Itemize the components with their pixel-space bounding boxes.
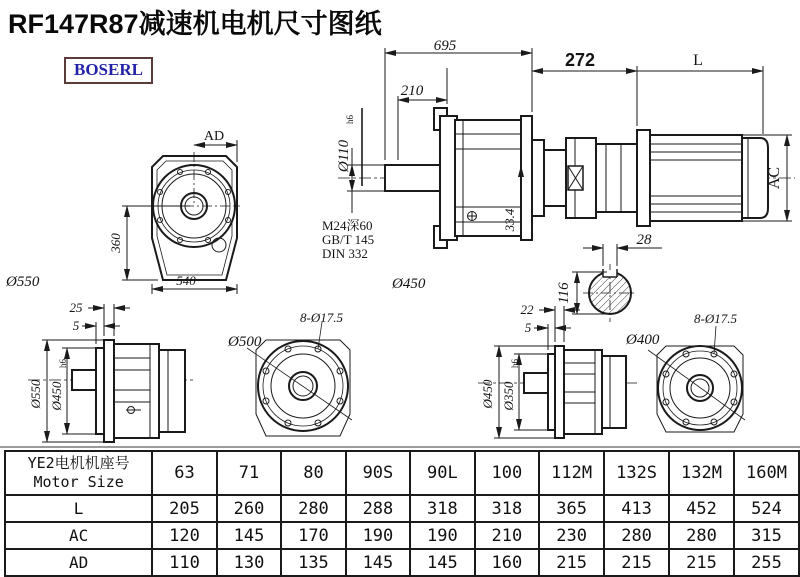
AD-132S: 215 [604, 549, 669, 576]
motor-size-table [4, 450, 800, 577]
L-112M: 365 [539, 495, 604, 522]
row-label-AD: AD [5, 549, 152, 576]
L-100: 318 [475, 495, 539, 522]
dim-5-large: 5 [72, 318, 80, 333]
L-132S: 413 [604, 495, 669, 522]
AC-90S: 190 [346, 522, 410, 549]
AC-100: 210 [475, 522, 539, 549]
AC-71: 145 [217, 522, 281, 549]
front-outer-dia: Ø550 [6, 274, 40, 290]
motor-size-header [5, 451, 152, 495]
L-132M: 452 [669, 495, 734, 522]
motor-size-header-en: Motor Size [33, 473, 124, 491]
dim-210: 210 [400, 83, 424, 99]
dim-L: L [693, 52, 703, 69]
thread-note-3: DIN 332 [322, 246, 368, 261]
frame-size-col-90L: 90L [410, 451, 474, 495]
AD-112M: 215 [539, 549, 604, 576]
shaft-section [583, 264, 637, 322]
table-row-L [5, 495, 799, 522]
face-small-holes: 8-Ø17.5 [694, 311, 737, 326]
frame-size-col-100: 100 [475, 451, 539, 495]
key-width-label: 28 [636, 232, 652, 248]
ac-label: AC [766, 166, 783, 190]
shaft-dia-label: Ø110 [336, 139, 352, 173]
L-63: 205 [152, 495, 216, 522]
section-dia-label: 116 [556, 282, 572, 304]
drawing-svg [0, 38, 800, 450]
AD-160M: 255 [734, 549, 799, 576]
flange-large-outer: Ø550 [28, 379, 43, 409]
dim-540: 540 [176, 273, 196, 288]
AC-160M: 315 [734, 522, 799, 549]
flange-small-spigot-tol: h6 [510, 359, 520, 368]
dim-272: 272 [564, 50, 596, 70]
frame-size-col-160M: 160M [734, 451, 799, 495]
AD-100: 160 [475, 549, 539, 576]
flange-large-spigot-tol: h6 [58, 359, 68, 368]
frame-size-col-132S: 132S [604, 451, 669, 495]
frame-size-col-71: 71 [217, 451, 281, 495]
AD-63: 110 [152, 549, 216, 576]
dim-25: 25 [69, 300, 83, 315]
AC-90L: 190 [410, 522, 474, 549]
row-label-L: L [5, 495, 152, 522]
flange-large-spigot: Ø450 [49, 381, 64, 411]
ad-label: AD [203, 129, 225, 144]
face-large-holes: 8-Ø17.5 [300, 310, 343, 325]
row-label-AC: AC [5, 522, 152, 549]
motor-size-header-cn: YE2电机机座号 [27, 454, 130, 473]
AD-80: 135 [281, 549, 345, 576]
AD-132M: 215 [669, 549, 734, 576]
AD-90L: 145 [410, 549, 474, 576]
face-view-small [648, 326, 745, 432]
thread-note-2: GB/T 145 [322, 232, 375, 247]
L-90L: 318 [410, 495, 474, 522]
dim-695: 695 [433, 38, 457, 54]
L-80: 280 [281, 495, 345, 522]
face-view-large [247, 322, 352, 436]
AC-132S: 280 [604, 522, 669, 549]
L-160M: 524 [734, 495, 799, 522]
thread-note-1: M24深60 [322, 218, 373, 233]
technical-drawing [0, 38, 800, 450]
flange-small-outer: Ø450 [480, 379, 495, 409]
AC-80: 170 [281, 522, 345, 549]
table-top-rule [0, 446, 800, 448]
main-flange-dia: Ø450 [392, 276, 426, 292]
AD-71: 130 [217, 549, 281, 576]
frame-size-col-132M: 132M [669, 451, 734, 495]
dim-5-small: 5 [524, 320, 532, 335]
dim-360: 360 [108, 233, 123, 253]
shaft-tol-label: h6 [345, 115, 355, 124]
page-title: RF147R87减速机电机尺寸图纸 [8, 9, 382, 39]
AD-90S: 145 [346, 549, 410, 576]
AC-132M: 280 [669, 522, 734, 549]
front-view [148, 152, 240, 280]
AC-63: 120 [152, 522, 216, 549]
table-row-AC [5, 522, 799, 549]
L-90S: 288 [346, 495, 410, 522]
face-small-dia: Ø400 [626, 332, 660, 348]
frame-size-col-90S: 90S [346, 451, 410, 495]
flange-small-spigot: Ø350 [501, 381, 516, 411]
frame-size-col-112M: 112M [539, 451, 604, 495]
main-side-view [338, 108, 795, 248]
frame-size-col-63: 63 [152, 451, 216, 495]
dim-22: 22 [520, 302, 534, 317]
AC-112M: 230 [539, 522, 604, 549]
key-dim-label: 33.4 [502, 208, 517, 232]
boserl-logo-text: BOSERL [74, 60, 143, 79]
frame-size-col-80: 80 [281, 451, 345, 495]
L-71: 260 [217, 495, 281, 522]
face-large-dia: Ø500 [228, 334, 262, 350]
